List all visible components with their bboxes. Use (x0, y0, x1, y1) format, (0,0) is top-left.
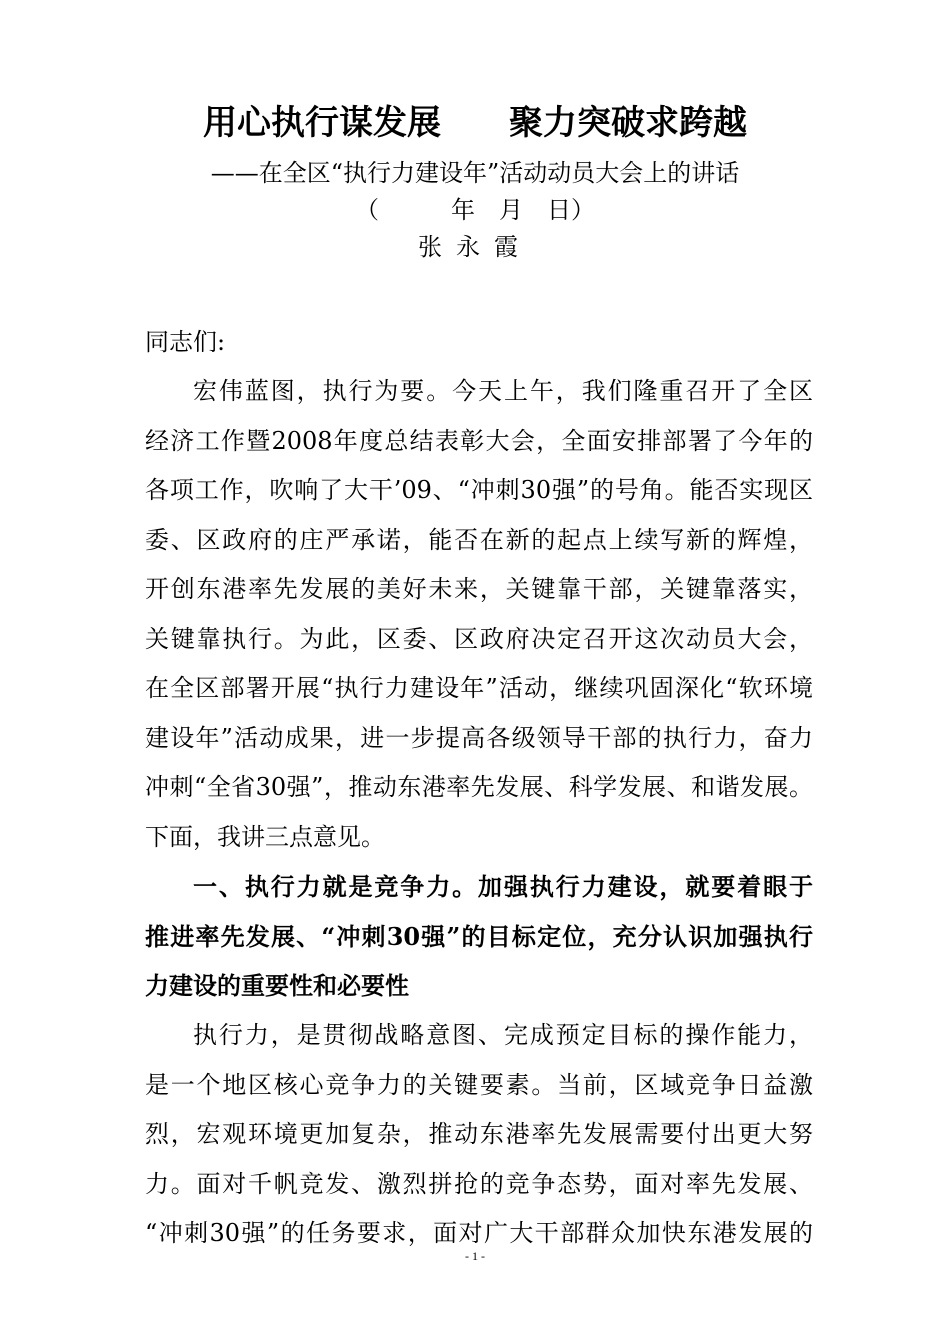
heading-line: 力建设的重要性和必要性 (145, 971, 409, 1000)
author-name: 张永霞 (418, 233, 532, 261)
paragraph-line: 在全区部署开展“执行力建设年”活动，继续巩固深化“软环境 (145, 674, 813, 702)
paragraph-line: 关键靠执行。为此，区委、区政府决定召开这次动员大会， (145, 624, 813, 653)
paragraph-1 (145, 367, 813, 862)
paragraph-2 (145, 1011, 813, 1259)
section-heading-1 (145, 862, 813, 1011)
paragraph-line: 宏伟蓝图，执行为要。今天上午，我们隆重召开了全区 (193, 377, 813, 405)
paragraph-line: 各项工作，吹响了大干’09、“冲刺30强”的号角。能否实现区 (145, 476, 813, 504)
paragraph-line: 建设年”活动成果，进一步提高各级领导干部的执行力，奋力 (145, 723, 813, 752)
document-title: 用心执行谋发展 聚力突破求跨越 (203, 103, 747, 143)
heading-line: 一、执行力就是竞争力。加强执行力建设，就要着眼于 (193, 872, 813, 901)
paragraph-line: 烈，宏观环境更加复杂，推动东港率先发展需要付出更大努 (145, 1120, 813, 1148)
date-line: （ 年 月 日） (355, 196, 595, 224)
paragraph-line: 委、区政府的庄严承诺，能否在新的起点上续写新的辉煌， (145, 525, 813, 554)
heading-line: 推进率先发展、“冲刺30强”的目标定位，充分认识加强执行 (145, 921, 813, 951)
paragraph-line: 冲刺“全省30强”，推动东港率先发展、科学发展、和谐发展。 (145, 773, 813, 801)
paragraph-line: 是一个地区核心竞争力的关键要素。当前，区域竞争日益激 (145, 1070, 813, 1099)
salutation: 同志们: (145, 328, 226, 356)
paragraph-line: 执行力，是贯彻战略意图、完成预定目标的操作能力， (193, 1021, 813, 1049)
paragraph-line: 开创东港率先发展的美好未来，关键靠干部，关键靠落实， (145, 575, 813, 603)
paragraph-line: 下面，我讲三点意见。 (145, 822, 385, 851)
document-subtitle: ——在全区“执行力建设年”活动动员大会上的讲话 (210, 159, 740, 187)
paragraph-line: 经济工作暨2008年度总结表彰大会，全面安排部署了今年的 (145, 426, 813, 455)
paragraph-line: 力。面对千帆竞发、激烈拼抢的竞争态势，面对率先发展、 (145, 1169, 813, 1198)
paragraph-line: “冲刺30强”的任务要求，面对广大干部群众加快东港发展的 (145, 1219, 813, 1247)
page-number: - 1 - (465, 1249, 485, 1263)
